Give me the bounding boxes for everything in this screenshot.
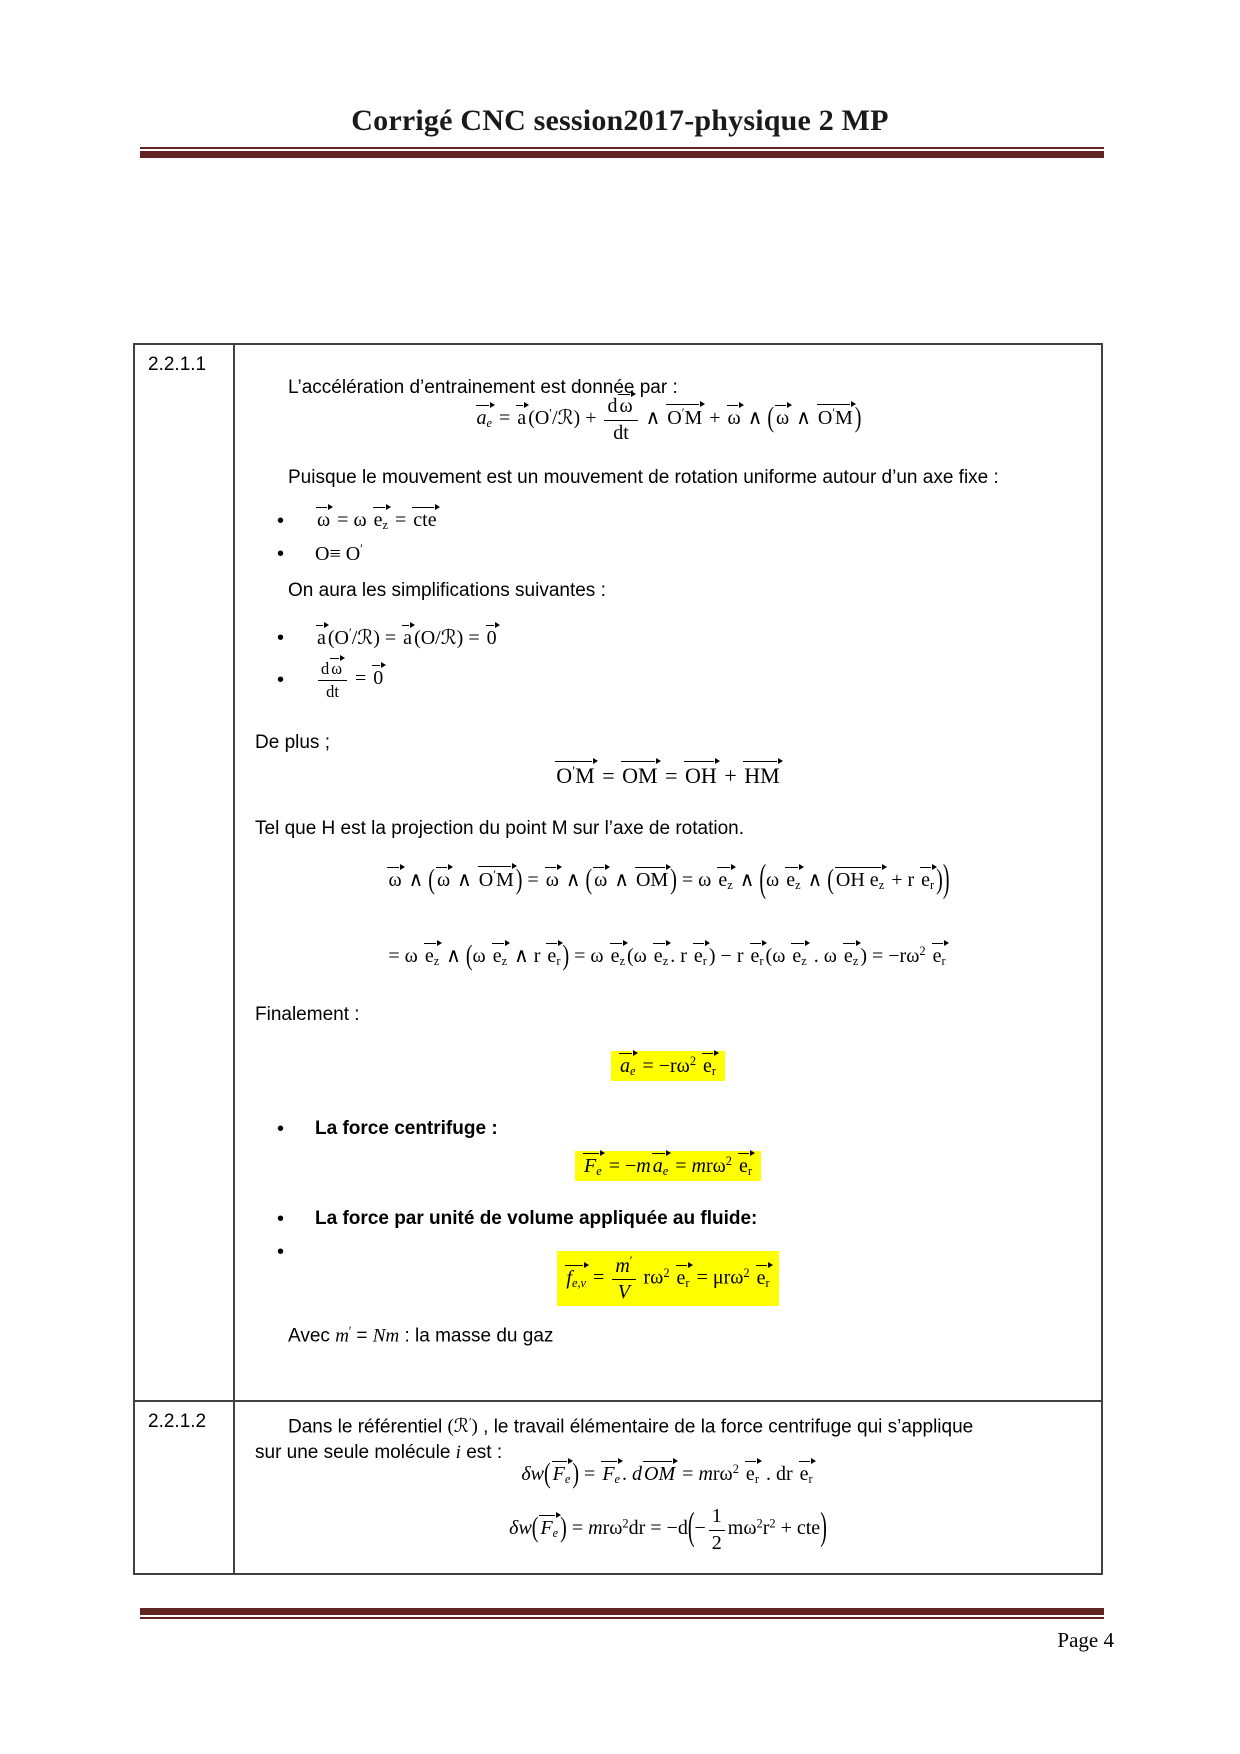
formula: δw( $F_e$ ) = mrω$^2$dr = −d(− $\frac{1}{2}$ $m\omega^2r^2 + cte$) — [509, 1505, 827, 1554]
bullet-icon: • — [277, 1118, 285, 1140]
bullet-label: La force par unité de volume appliquée au fluide: — [315, 1208, 758, 1229]
bullet-formula: a (O′/ℛ) = a (O/ℛ) = 0 — [317, 626, 497, 649]
footer-rule — [140, 1608, 1104, 1619]
bullet-item — [235, 1117, 1087, 1141]
formula: $a_e = a$ (O′/ℛ) + $\frac{\text{d ω}}{dt}$ ∧ O′M + ω ∧ ( ω ∧ O′M ) — [476, 395, 862, 444]
section-row — [135, 1400, 1101, 1573]
bullet-icon: • — [277, 543, 285, 566]
section-content — [235, 1402, 1101, 1573]
bullet-list — [235, 625, 1087, 709]
paragraph: De plus ; — [255, 732, 330, 753]
formula: O′M = OM = OH + HM — [556, 763, 780, 788]
bullet-item — [235, 1207, 1087, 1231]
highlight-box: $f_{e,v}$ = $\frac{m'}{V}$ $r\omega^2$ $e_r = \mu r\omega^2$ $e_r$ — [557, 1251, 778, 1306]
header-rule-thin — [140, 147, 1104, 149]
paragraph: Puisque le mouvement est un mouvement de rotation uniforme autour d’un axe fixe : — [288, 467, 999, 488]
formula: δw( $F_e$ ) = $F_e$ . d OM = mrω$^2$ $e_r$ . dr $e_r$ — [521, 1457, 813, 1490]
bullet-icon: • — [277, 626, 285, 649]
section-id: 2.2.1.1 — [135, 345, 235, 1400]
paragraph: L’accélération d’entrainement est donnée par : — [288, 377, 678, 398]
bullet-item — [235, 659, 1087, 700]
bullet-icon: • — [277, 1241, 285, 1263]
bullet-item — [235, 542, 1087, 566]
formula-highlighted — [235, 1251, 1101, 1306]
content-table — [133, 343, 1103, 1575]
bullet-list — [235, 1117, 1087, 1150]
header-rule — [140, 147, 1104, 158]
section-row — [135, 345, 1101, 1400]
bullet-icon: • — [277, 668, 285, 691]
formula: = ω $e_z$ ∧ (ω $e_z$ ∧ r $e_r$ ) = ω $e_z$ (ω $e_z$ . r $e_r$ ) − r $e_r$ (ω $e_z$ . ω $e_z$ ) = $-r\omega^2$ $e_r$ — [388, 939, 946, 972]
paragraph: Dans le référentiel (ℛ′) , le travail élémentaire de la force centrifuge qui s’applique sur une seule molécule i est : — [255, 1416, 974, 1464]
header-rule-thick — [140, 151, 1104, 158]
page-title: Corrigé CNC session2017-physique 2 MP — [351, 104, 889, 137]
bullet-formula: $\frac{\text{d ω}}{dt}$ = 0 — [315, 659, 385, 700]
section-content — [235, 345, 1101, 1400]
highlight-box: $a_e = -r\omega^2$ $e_r$ — [611, 1051, 725, 1081]
bullet-formula: O≡ O′ — [315, 542, 363, 565]
bullet-list — [235, 509, 1087, 575]
bullet-item — [235, 509, 1087, 533]
paragraph: Avec m′ = Nm : la masse du gaz — [288, 1325, 554, 1347]
footer-rule-thick — [140, 1608, 1104, 1615]
formula-highlighted — [235, 1151, 1101, 1181]
footer-rule-thin — [140, 1617, 1104, 1619]
paragraph: Tel que H est la projection du point M sur l’axe de rotation. — [255, 818, 744, 839]
bullet-formula: ω = ω $e_z$ = cte — [317, 509, 437, 533]
bullet-icon: • — [277, 1208, 285, 1230]
highlight-box: $F_e = -m$ $a_e = mr\omega^2$ $e_r$ — [575, 1151, 761, 1181]
bullet-item — [235, 625, 1087, 650]
section-id: 2.2.1.2 — [135, 1402, 235, 1573]
paragraph: Finalement : — [255, 1004, 360, 1025]
formula: ω ∧ ( ω ∧ O′M ) = ω ∧ ( ω ∧ OM ) = ω $e_z$ ∧ (ω $e_z$ ∧ ( OH $e_z + r$ $e_r$ )) — [388, 858, 950, 901]
paragraph: On aura les simplifications suivantes : — [288, 580, 606, 601]
page-number: Page 4 — [1057, 1628, 1114, 1652]
formula-highlighted — [235, 1051, 1101, 1081]
bullet-icon: • — [277, 510, 285, 533]
bullet-label: La force centrifuge : — [315, 1118, 498, 1139]
